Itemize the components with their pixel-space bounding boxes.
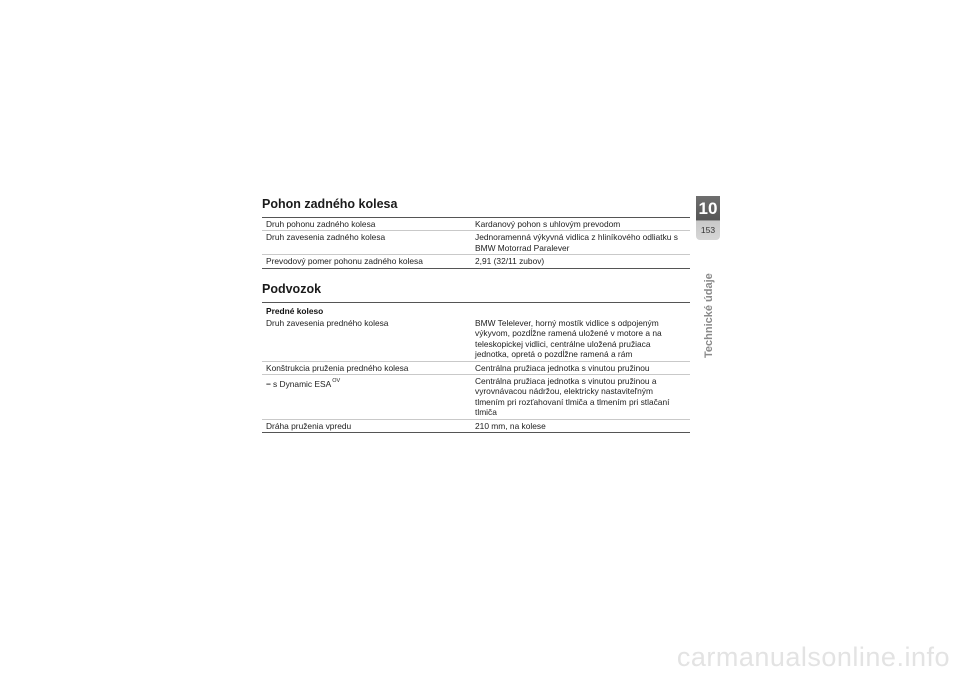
row-value: Centrálna pružiaca jednotka s vinutou pružinou	[471, 361, 690, 374]
section-title-rear-wheel-drive: Pohon zadného kolesa	[262, 197, 398, 211]
optional-equipment-marker: OV	[332, 378, 341, 385]
row-label: Druh zavesenia zadného kolesa	[262, 231, 471, 255]
row-label: Druh pohonu zadného kolesa	[262, 218, 471, 231]
page-number: 153	[700, 225, 716, 235]
row-label: Druh zavesenia predného kolesa	[262, 317, 471, 361]
row-value: 2,91 (32/11 zubov)	[471, 255, 690, 268]
chapter-side-title: Technické údaje	[703, 273, 715, 358]
option-label: s Dynamic ESA	[273, 379, 332, 390]
row-value: Kardanový pohon s uhlovým prevodom	[471, 218, 690, 231]
chassis-table	[262, 302, 690, 433]
chapter-tab	[696, 196, 720, 240]
row-label-option	[262, 375, 471, 420]
watermark: carmanualsonline.info	[676, 642, 950, 672]
row-value: Centrálna pružiaca jednotka s vinutou pružinou a vyrovnávacou nádržou, elektricky nastaviteľným tlmením pri rozťahovaní tlmiča a tlmením pri stlačaní tlmiča	[471, 375, 690, 420]
row-value: Jednoramenná výkyvná vidlica z hliníkového odliatku s BMW Motorrad Paralever	[471, 231, 690, 255]
section-title-chassis: Podvozok	[262, 281, 322, 296]
table-row	[262, 361, 690, 374]
table-row	[262, 317, 690, 361]
table-subheading-row	[262, 302, 690, 317]
table-row	[262, 231, 690, 255]
manual-page-content	[262, 196, 690, 433]
table-row	[262, 375, 690, 420]
dash-marker: −	[266, 379, 271, 390]
row-value: 210 mm, na kolese	[471, 419, 690, 432]
row-label: Dráha pruženia vpredu	[262, 419, 471, 432]
table-row	[262, 255, 690, 268]
rear-wheel-drive-table	[262, 217, 690, 269]
chapter-number: 10	[698, 199, 718, 218]
row-label: Prevodový pomer pohonu zadného kolesa	[262, 255, 471, 268]
row-label: Konštrukcia pruženia predného kolesa	[262, 361, 471, 374]
table-row	[262, 419, 690, 432]
subheading-front-wheel: Predné koleso	[262, 302, 690, 317]
table-row	[262, 218, 690, 231]
row-value: BMW Telelever, horný mostík vidlice s odpojeným výkyvom, pozdĺžne ramená uložené v motore a na teleskopickej vidlici, centrálne uložená pružiaca jednotka, opretá o pozdĺžne ramená a rám	[471, 317, 690, 361]
